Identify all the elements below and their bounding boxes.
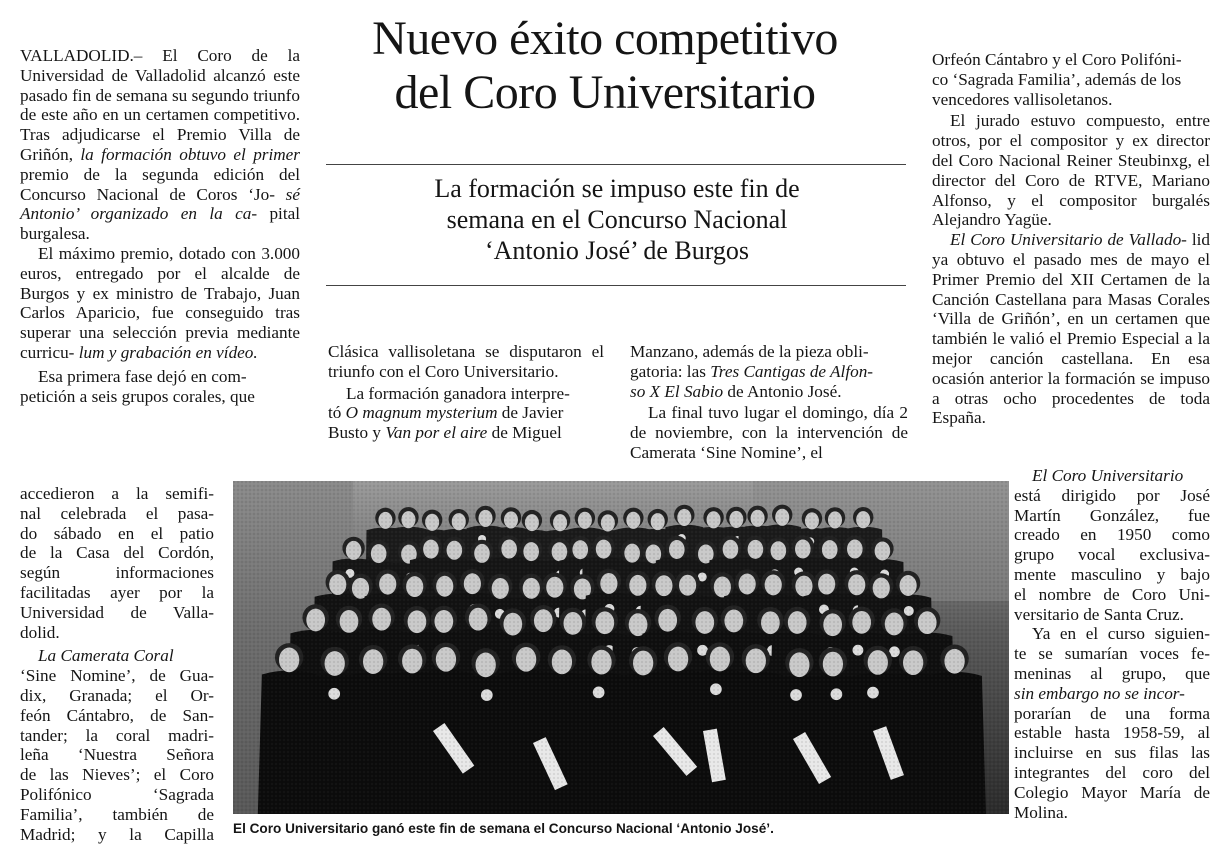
text-line: el nombre de Coro Uni-: [1014, 584, 1210, 604]
text-run: La final tuvo lugar el domingo, día 2 de noviembre, con la intervención de Camerata ‘Sine Nomine’, el: [630, 403, 908, 462]
headline-line-1: Nuevo éxito competitivo: [372, 12, 838, 65]
subheadline-line-2: semana en el Concurso Nacional: [446, 205, 788, 234]
text-line: Colegio Mayor María de: [1014, 782, 1210, 802]
paragraph: [328, 342, 604, 382]
text-line: de la Casa del Cordón,: [20, 543, 214, 563]
text-line: Universidad de Valla-: [20, 602, 214, 622]
text-line: Molina.: [1014, 802, 1068, 822]
text-line: accedieron a la semifi-: [20, 484, 214, 503]
italic-run: so X El Sabio: [630, 381, 724, 401]
text-run: Busto y: [328, 423, 382, 443]
text-line: feón Cántabro, de San-: [20, 705, 214, 725]
text-line: Esa primera fase dejó en com-: [38, 366, 247, 386]
text-line: [328, 423, 604, 443]
text-run: VALLADOLID.– El Coro de la Universidad de Valladolid alcanzó este pasado fin de semana su segundo triunfo de este año en un certamen competitivo. Tras adjudicarse el Premio Villa de Griñón,: [20, 46, 300, 164]
text-line: integrantes del coro del: [1014, 762, 1210, 782]
text-line: según informaciones: [20, 563, 214, 583]
text-run: tó: [328, 403, 342, 423]
text-line: mente masculino y bajo: [1014, 564, 1210, 584]
choir-photo-illustration: [233, 481, 1009, 814]
article-column-1: [20, 46, 300, 406]
text-line: vencedores vallisoletanos.: [932, 89, 1113, 109]
italic-run: Van por el aire: [385, 423, 488, 443]
text-line: do sábado en el patio: [20, 523, 214, 543]
text-line: grupo vocal exclusiva-: [1014, 545, 1210, 565]
paragraph: [630, 403, 908, 462]
text-run: lid ya obtuvo el pasado mes de mayo el Primer Premio del XII Certamen de la Canción Castellana para Masas Corales ‘Villa de Griñón’, en un certamen que también le valió el Premio Especial a la mejor canción castellana. En esa ocasión anterior la formación se impuso a otras ocho procedentes de toda España.: [932, 230, 1211, 428]
text-line: de las Nieves’; el Coro: [20, 765, 214, 785]
text-line: La formación ganadora interpre-: [346, 383, 570, 403]
text-line: meninas al grupo, que: [1014, 663, 1210, 683]
text-line: nal celebrada el pasa-: [20, 503, 214, 523]
text-line: Orfeón Cántabro y el Coro Polifóni-: [932, 50, 1182, 69]
text-line: incluirse en sus filas las: [1014, 743, 1210, 763]
text-line: Madrid; y la Capilla: [20, 824, 214, 844]
text-line: petición a seis grupos corales, que: [20, 386, 255, 406]
italic-line: sin embargo no se incor-: [1014, 683, 1185, 703]
text-line: Manzano, además de la pieza obli-: [630, 342, 869, 361]
text-line: co ‘Sagrada Familia’, además de los: [932, 69, 1182, 89]
text-run: gatoria: las: [630, 361, 706, 381]
choir-photo: [233, 481, 1009, 814]
text-line: Familia’, también de: [20, 804, 214, 824]
text-line: creado en 1950 como: [1014, 525, 1210, 545]
italic-run: lum y grabación en vídeo.: [78, 342, 258, 362]
text-line: ‘Sine Nomine’, de Gua-: [20, 666, 214, 686]
text-line: leña ‘Nuestra Señora: [20, 745, 214, 765]
paragraph: [20, 244, 300, 363]
text-run: de Javier: [501, 403, 564, 423]
subheadline-line-1: La formación se impuso este fin de: [434, 174, 800, 203]
text-line: [328, 403, 604, 423]
headline: [318, 12, 892, 120]
subheadline-top-rule: [326, 164, 906, 165]
text-line: dolid.: [20, 622, 60, 642]
text-line: Ya en el curso siguien-: [1032, 624, 1210, 644]
text-run: de Miguel: [491, 423, 562, 443]
text-line: Martín González, fue: [1014, 505, 1210, 525]
paragraph: [20, 387, 300, 407]
text-line: tander; la coral madri-: [20, 725, 214, 745]
text-line: Polifónico ‘Sagrada: [20, 784, 214, 804]
italic-line: El Coro Universitario: [1032, 466, 1184, 485]
text-run: de Antonio José.: [727, 381, 842, 401]
article-column-1-narrow: [20, 484, 214, 844]
italic-run: la formación obtuvo el primer: [80, 144, 301, 164]
italic-line: La Camerata Coral: [38, 646, 174, 666]
text-run: pital burgalesa.: [20, 204, 301, 244]
italic-run: Tres Cantigas de Alfon-: [710, 361, 874, 381]
text-line: está dirigido por José: [1014, 485, 1210, 505]
subheadline-line-3: ‘Antonio José’ de Burgos: [484, 236, 750, 265]
paragraph: [20, 367, 300, 387]
italic-run: sé Antonio’ organizado en la ca-: [20, 184, 300, 224]
italic-run: El Coro Universitario de Vallado-: [950, 230, 1187, 250]
article-column-3: [630, 342, 908, 463]
text-line: facilitadas ayer por la: [20, 582, 214, 602]
paragraph: [932, 230, 1210, 428]
article-column-2: [328, 342, 604, 443]
text-line: dix, Granada; el Or-: [20, 685, 214, 705]
text-line: versitario de Santa Cruz.: [1014, 604, 1184, 624]
article-column-4-narrow: [1014, 466, 1210, 822]
text-run: El jurado estuvo compuesto, entre otros, por el compositor y ex director del Coro Nacional Reiner Steubinxg, el director del Coro de RTVE, Mariano Alfonso, y el compositor burgalés Alejandro Yagüe.: [932, 111, 1210, 230]
subheadline: [330, 173, 904, 266]
paragraph: [20, 46, 300, 244]
text-run: premio de la segunda edición del Concurso Nacional de Coros ‘Jo-: [20, 164, 300, 204]
text-line: estable hasta 1958-59, al: [1014, 723, 1210, 743]
subheadline-bottom-rule: [326, 285, 906, 286]
photo-caption: El Coro Universitario ganó este fin de semana el Concurso Nacional ‘Antonio José’.: [233, 821, 774, 836]
italic-run: O magnum mysterium: [345, 403, 498, 423]
headline-line-2: del Coro Universitario: [394, 66, 816, 119]
paragraph: [932, 111, 1210, 230]
text-line: porarían de una forma: [1014, 703, 1210, 723]
text-run: Clásica vallisoletana se disputaron el triunfo con el Coro Universitario.: [328, 342, 604, 381]
text-line: te se sumarían voces fe-: [1014, 644, 1210, 664]
text-run: El máximo premio, dotado con 3.000 euros, entregado por el alcalde de Burgos y ex ministro de Trabajo, Juan Carlos Aparicio, fue conseguido tras superar una selección previa mediante curricu-: [20, 243, 300, 362]
text-line: [630, 382, 908, 402]
text-line: [630, 362, 908, 382]
article-column-4: [932, 50, 1210, 428]
